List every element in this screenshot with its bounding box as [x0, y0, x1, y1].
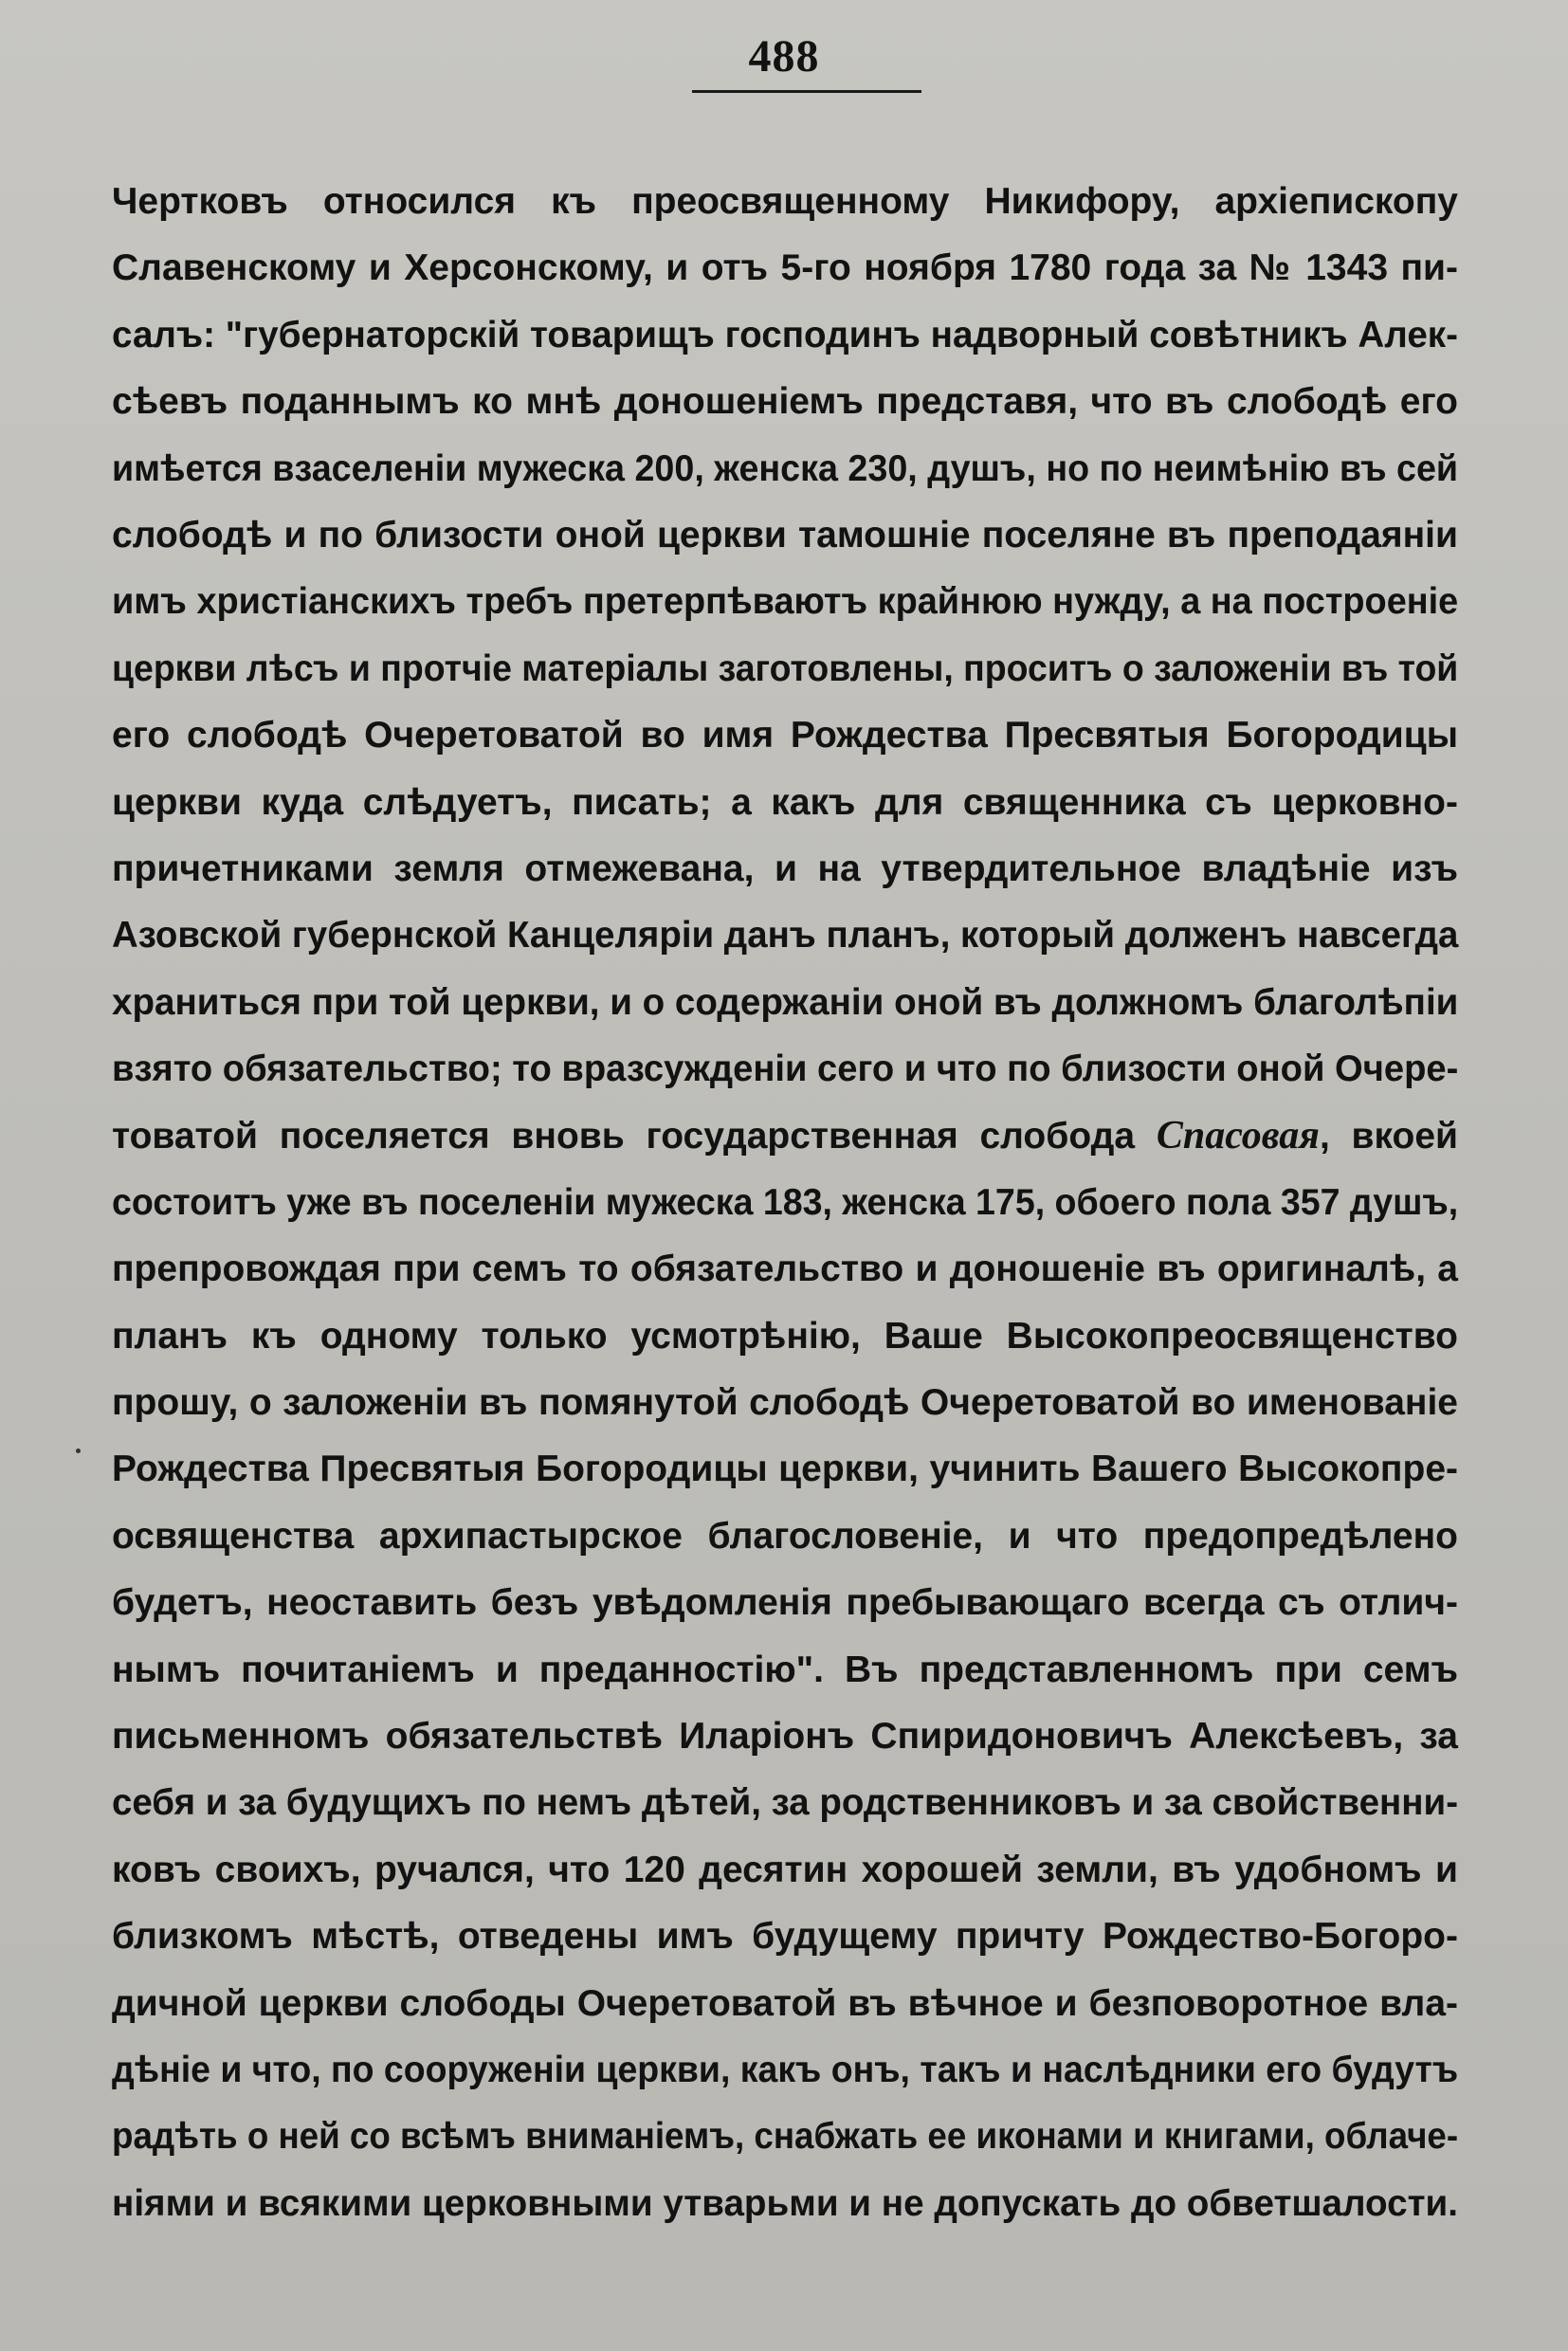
text-line: Азовской губернской Канцеляріи данъ планъ, который долженъ навсегда [112, 915, 1459, 957]
body-text [112, 169, 1458, 2237]
text-line: взято обязательство; то вразсужденіи сего и что по близости оной Очере- [112, 1048, 1459, 1090]
page-number-rule [692, 90, 921, 93]
text-line: препровождая при семъ то обязательство и доношеніе въ оригиналѣ, а [112, 1248, 1458, 1290]
text-line: его слободѣ Очеретоватой во имя Рождества Пресвятыя Богородицы [112, 715, 1458, 756]
text-line: салъ: "губернаторскій товарищъ господинъ надворный совѣтникъ Алек- [112, 314, 1458, 355]
stray-ink-mark [76, 1449, 81, 1453]
text-line: имъ христіанскихъ требъ претерпѣваютъ крайнюю нужду, а на построеніе [112, 581, 1459, 623]
text-line: планъ къ одному только усмотрѣнію, Ваше Высокопреосвященство [112, 1315, 1458, 1357]
text-line: прошу, о заложеніи въ помянутой слободѣ Очеретоватой во именованіе [112, 1382, 1458, 1424]
text-line: ніями и всякими церковными утварьми и не допускать до обветшалости. [112, 2182, 1458, 2224]
text-line: радѣть о ней со всѣмъ вниманіемъ, снабжать ее иконами и книгами, облаче- [112, 2116, 1459, 2158]
text-line: себя и за будущихъ по немъ дѣтей, за родственниковъ и за свойственни- [112, 1782, 1459, 1824]
page-number: 488 [748, 31, 820, 82]
text-line: будетъ, неоставить безъ увѣдомленія пребывающаго всегда съ отлич- [112, 1582, 1458, 1624]
text-line: церкви лѣсъ и протчіе матеріалы заготовлены, проситъ о заложеніи въ той [112, 647, 1459, 689]
text-line: церкви куда слѣдуетъ, писать; а какъ для священника съ церковно- [112, 781, 1458, 823]
italic-word: Спасовая [1156, 1114, 1320, 1158]
text-line: состоитъ уже въ поселеніи мужеска 183, женска 175, обоего пола 357 душъ, [112, 1181, 1459, 1223]
text-line: ковъ своихъ, ручался, что 120 десятин хорошей земли, въ удобномъ и [112, 1849, 1458, 1890]
text-line: храниться при той церкви, и о содержаніи оной въ должномъ благолѣпіи [112, 981, 1459, 1023]
text-line: сѣевъ поданнымъ ко мнѣ доношеніемъ представя, что въ слободѣ его [112, 381, 1458, 423]
text-line: близкомъ мѣстѣ, отведены имъ будущему причту Рождество-Богоро- [112, 1916, 1458, 1958]
text-line: причетниками земля отмежевана, и на утвердительное владѣніе изъ [112, 847, 1458, 889]
text-line: дѣніе и что, по сооруженіи церкви, какъ онъ, такъ и наслѣдники его будутъ [112, 2049, 1459, 2090]
text-line: Чертковъ относился къ преосвященному Никифору, архіепископу [112, 181, 1458, 222]
text-line: Славенскому и Херсонскому, и отъ 5-го ноября 1780 года за № 1343 пи- [112, 247, 1458, 289]
text-line: нымъ почитаніемъ и преданностію". Въ представленномъ при семъ [112, 1649, 1458, 1690]
text-line-italic: товатой поселяется вновь государственная слобода Спасовая, вкоей [112, 1114, 1458, 1158]
text-line: слободѣ и по близости оной церкви тамошніе поселяне въ преподаяніи [112, 514, 1458, 556]
text-line: освященства архипастырское благословеніе, и что предопредѣлено [112, 1515, 1458, 1557]
text-line: имѣется взаселеніи мужеска 200, женска 230, душъ, но по неимѣнію въ сей [112, 447, 1459, 489]
text-line: письменномъ обязательствѣ Иларіонъ Спиридоновичъ Алексѣевъ, за [112, 1715, 1458, 1757]
text-line: Рождества Пресвятыя Богородицы церкви, учинить Вашего Высокопре- [112, 1449, 1458, 1490]
text-line: дичной церкви слободы Очеретоватой въ вѣчное и безповоротное вла- [112, 1982, 1458, 2024]
